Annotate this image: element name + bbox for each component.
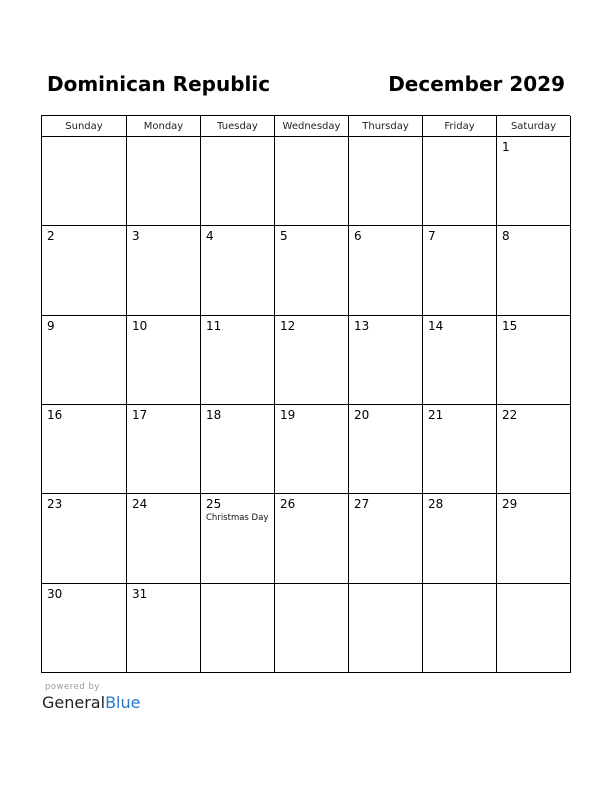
day-number: 6 [354, 229, 362, 244]
weekday-header-wednesday: Wednesday [275, 116, 349, 137]
day-cell[interactable] [423, 494, 497, 583]
day-number: 9 [47, 318, 55, 333]
day-number: 17 [132, 408, 148, 422]
day-cell[interactable] [201, 584, 275, 673]
day-cell[interactable] [497, 584, 571, 673]
day-cell[interactable] [275, 405, 349, 494]
powered-by-label: powered by [45, 682, 100, 692]
weekday-header-sunday: Sunday [42, 116, 127, 137]
calendar-grid [41, 115, 570, 673]
day-number: 2 [47, 229, 55, 244]
day-number: 19 [280, 408, 296, 422]
day-cell[interactable] [275, 137, 349, 226]
day-cell[interactable] [127, 584, 201, 673]
day-cell[interactable] [349, 584, 423, 673]
day-number: 23 [47, 497, 63, 512]
day-cell[interactable] [497, 226, 571, 315]
day-number: 21 [428, 408, 444, 422]
day-number: 27 [354, 497, 370, 512]
day-cell[interactable] [42, 316, 127, 405]
day-number: 15 [502, 318, 518, 333]
day-cell[interactable] [349, 316, 423, 405]
day-number: 1 [502, 140, 510, 154]
day-number: 14 [428, 318, 444, 333]
day-number: 16 [47, 408, 63, 422]
day-number: 10 [132, 318, 148, 333]
day-cell[interactable] [349, 494, 423, 583]
day-cell[interactable] [349, 226, 423, 315]
day-cell[interactable] [201, 405, 275, 494]
country-title: Dominican Republic [47, 72, 271, 96]
day-cell[interactable] [127, 494, 201, 583]
day-cell[interactable] [275, 316, 349, 405]
day-number: 22 [502, 408, 518, 422]
day-cell[interactable] [127, 316, 201, 405]
day-number: 24 [132, 497, 148, 512]
day-cell[interactable] [275, 584, 349, 673]
day-cell[interactable] [127, 137, 201, 226]
day-number: 4 [206, 229, 214, 244]
day-number: 7 [428, 229, 436, 244]
day-cell[interactable] [201, 226, 275, 315]
day-number: 25 [206, 497, 222, 512]
day-cell[interactable] [497, 316, 571, 405]
day-number: 5 [280, 229, 288, 244]
day-cell[interactable] [42, 494, 127, 583]
day-cell[interactable] [497, 405, 571, 494]
month-title: December 2029 [388, 72, 565, 96]
day-cell[interactable] [497, 494, 571, 583]
day-cell[interactable] [42, 137, 127, 226]
day-cell[interactable] [201, 494, 275, 583]
day-cell[interactable] [423, 584, 497, 673]
day-cell[interactable] [349, 405, 423, 494]
weekday-header-friday: Friday [423, 116, 497, 137]
day-cell[interactable] [275, 226, 349, 315]
day-number: 28 [428, 497, 444, 512]
brand-logo-part1: General [42, 693, 106, 712]
day-number: 18 [206, 408, 222, 422]
day-number: 13 [354, 318, 370, 333]
day-number: 11 [206, 318, 222, 333]
day-number: 8 [502, 229, 510, 244]
day-cell[interactable] [349, 137, 423, 226]
day-cell[interactable] [201, 137, 275, 226]
day-number: 12 [280, 318, 296, 333]
brand-logo-part2: Blue [105, 693, 141, 712]
day-cell[interactable] [42, 584, 127, 673]
holiday-label: Christmas Day [206, 513, 269, 524]
day-number: 3 [132, 229, 140, 244]
day-cell[interactable] [42, 226, 127, 315]
day-cell[interactable] [275, 494, 349, 583]
weekday-header-monday: Monday [127, 116, 201, 137]
day-number: 20 [354, 408, 370, 422]
day-cell[interactable] [423, 405, 497, 494]
day-cell[interactable] [497, 137, 571, 226]
day-cell[interactable] [127, 226, 201, 315]
day-cell[interactable] [42, 405, 127, 494]
day-number: 29 [502, 497, 518, 512]
brand-logo[interactable] [42, 693, 140, 713]
day-number: 31 [132, 586, 148, 601]
weekday-header-saturday: Saturday [497, 116, 571, 137]
weekday-header-thursday: Thursday [349, 116, 423, 137]
day-number: 30 [47, 586, 63, 601]
day-cell[interactable] [423, 226, 497, 315]
weekday-header-tuesday: Tuesday [201, 116, 275, 137]
day-cell[interactable] [423, 316, 497, 405]
day-number: 26 [280, 497, 296, 512]
day-cell[interactable] [127, 405, 201, 494]
day-cell[interactable] [423, 137, 497, 226]
day-cell[interactable] [201, 316, 275, 405]
